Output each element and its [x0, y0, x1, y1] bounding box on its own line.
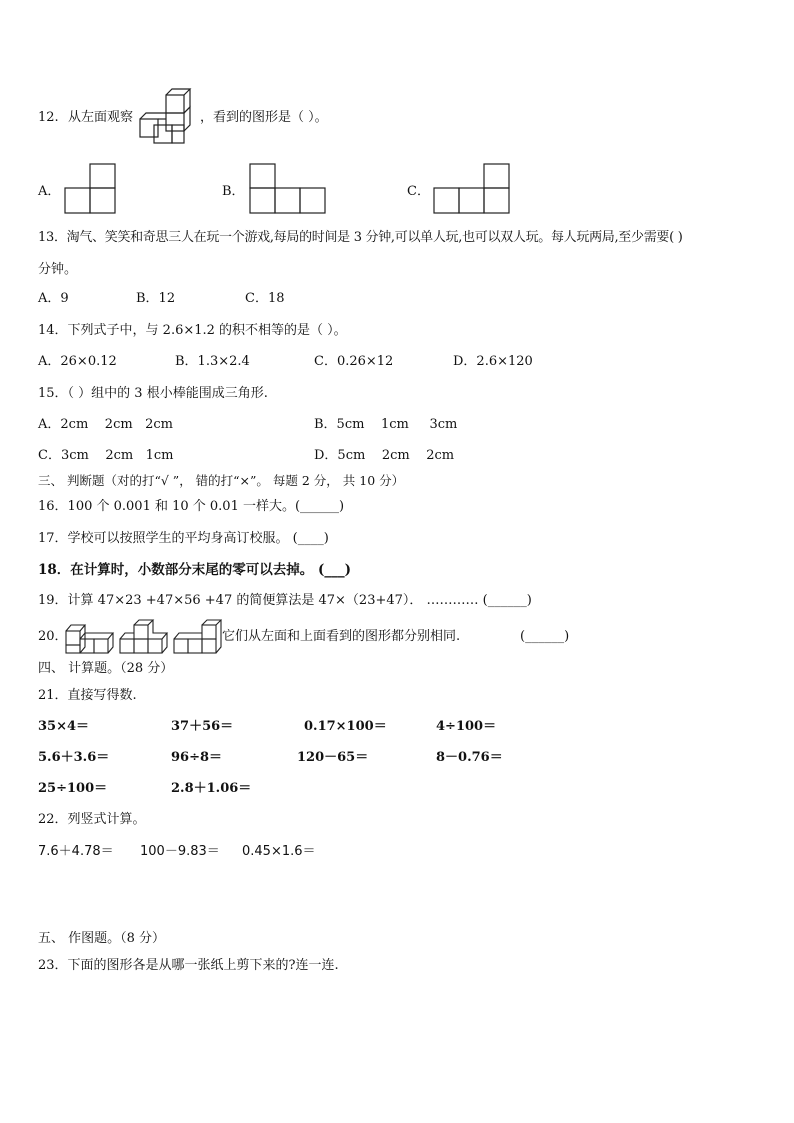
- q21-item: 4÷100＝: [436, 719, 497, 734]
- q14-option-b[interactable]: B．1.3×2.4: [175, 354, 250, 369]
- q21-item: 35×4＝: [38, 719, 90, 734]
- q14-stem: 14．下列式子中，与 2.6×1.2 的积不相等的是（ ）。: [38, 323, 347, 338]
- q15-option-b[interactable]: B．5cm 1cm 3cm: [314, 417, 458, 432]
- section-5-heading: 五、 作图题。（8 分）: [38, 931, 166, 946]
- q14-option-d[interactable]: D．2.6×120: [453, 354, 533, 369]
- q13-option-c[interactable]: C．18: [245, 291, 285, 306]
- q15-option-c[interactable]: C．3cm 2cm 1cm: [38, 448, 174, 463]
- q12-option-c-figure[interactable]: [433, 163, 511, 215]
- q15-option-d[interactable]: D．5cm 2cm 2cm: [314, 448, 455, 463]
- q19: 19．计算 47×23 +47×56 +47 的简便算法是 47×（23+47）． ………… (______): [38, 593, 532, 608]
- q17: 17．学校可以按照学生的平均身高订校服。 (____): [38, 531, 329, 546]
- q22-item: 7.6＋4.78＝: [38, 844, 114, 859]
- section-4-heading: 四、 计算题。（28 分）: [38, 661, 174, 676]
- q14-option-c[interactable]: C．0.26×12: [314, 354, 394, 369]
- q20-text: 它们从左面和上面看到的图形都分别相同.: [222, 629, 461, 644]
- q16: 16．100 个 0.001 和 10 个 0.01 一样大。(______): [38, 499, 345, 514]
- q22-item: 0.45×1.6＝: [242, 844, 316, 859]
- q12-suffix: ，看到的图形是（ ）。: [200, 110, 328, 125]
- q12-option-b-figure[interactable]: [249, 163, 327, 215]
- q21-item: 5.6＋3.6＝: [38, 750, 110, 765]
- q21-stem: 21．直接写得数.: [38, 688, 137, 703]
- q20-solid-figures: [62, 619, 222, 655]
- q12-option-a-figure[interactable]: [64, 163, 118, 215]
- q22-stem: 22．列竖式计算。: [38, 812, 146, 827]
- q21-item: 8－0.76＝: [436, 750, 503, 765]
- q12-option-c-label[interactable]: C．: [407, 184, 430, 199]
- q21-item: 2.8＋1.06＝: [171, 781, 252, 796]
- q21-item: 0.17×100＝: [304, 719, 387, 734]
- q12-number: 12.: [38, 110, 59, 125]
- q13-stem-line2: 分钟。: [38, 262, 78, 277]
- section-3-heading: 三、 判断题（对的打“√ ”， 错的打“×”。 每题 2 分， 共 10 分）: [38, 473, 405, 488]
- q13-option-a[interactable]: A．9: [38, 291, 69, 306]
- q20-number: 20．: [38, 629, 68, 644]
- q14-option-a[interactable]: A．26×0.12: [38, 354, 117, 369]
- q12-prefix: 从左面观察: [68, 110, 134, 125]
- q18: 18．在计算时，小数部分末尾的零可以去掉。 (___): [38, 562, 352, 578]
- q21-item: 25÷100＝: [38, 781, 108, 796]
- q15-option-a[interactable]: A．2cm 2cm 2cm: [38, 417, 173, 432]
- q20-blank[interactable]: (______): [520, 629, 570, 644]
- q13-stem-line1: 13．淘气、笑笑和奇思三人在玩一个游戏,每局的时间是 3 分钟,可以单人玩,也可以双人玩。每人玩两局,至少需要( ): [38, 230, 683, 245]
- q12-option-a-label[interactable]: A．: [38, 184, 61, 199]
- q13-option-b[interactable]: B．12: [136, 291, 176, 306]
- q22-item: 100－9.83＝: [140, 844, 220, 859]
- q21-item: 37＋56＝: [171, 719, 234, 734]
- q12-solid-figure: [138, 87, 200, 147]
- q21-item: 120－65＝: [297, 750, 369, 765]
- q23-stem: 23．下面的图形各是从哪一张纸上剪下来的?连一连.: [38, 958, 339, 973]
- q12-option-b-label[interactable]: B．: [222, 184, 245, 199]
- q15-stem: 15．（ ）组中的 3 根小棒能围成三角形.: [38, 386, 268, 401]
- q21-item: 96÷8＝: [171, 750, 223, 765]
